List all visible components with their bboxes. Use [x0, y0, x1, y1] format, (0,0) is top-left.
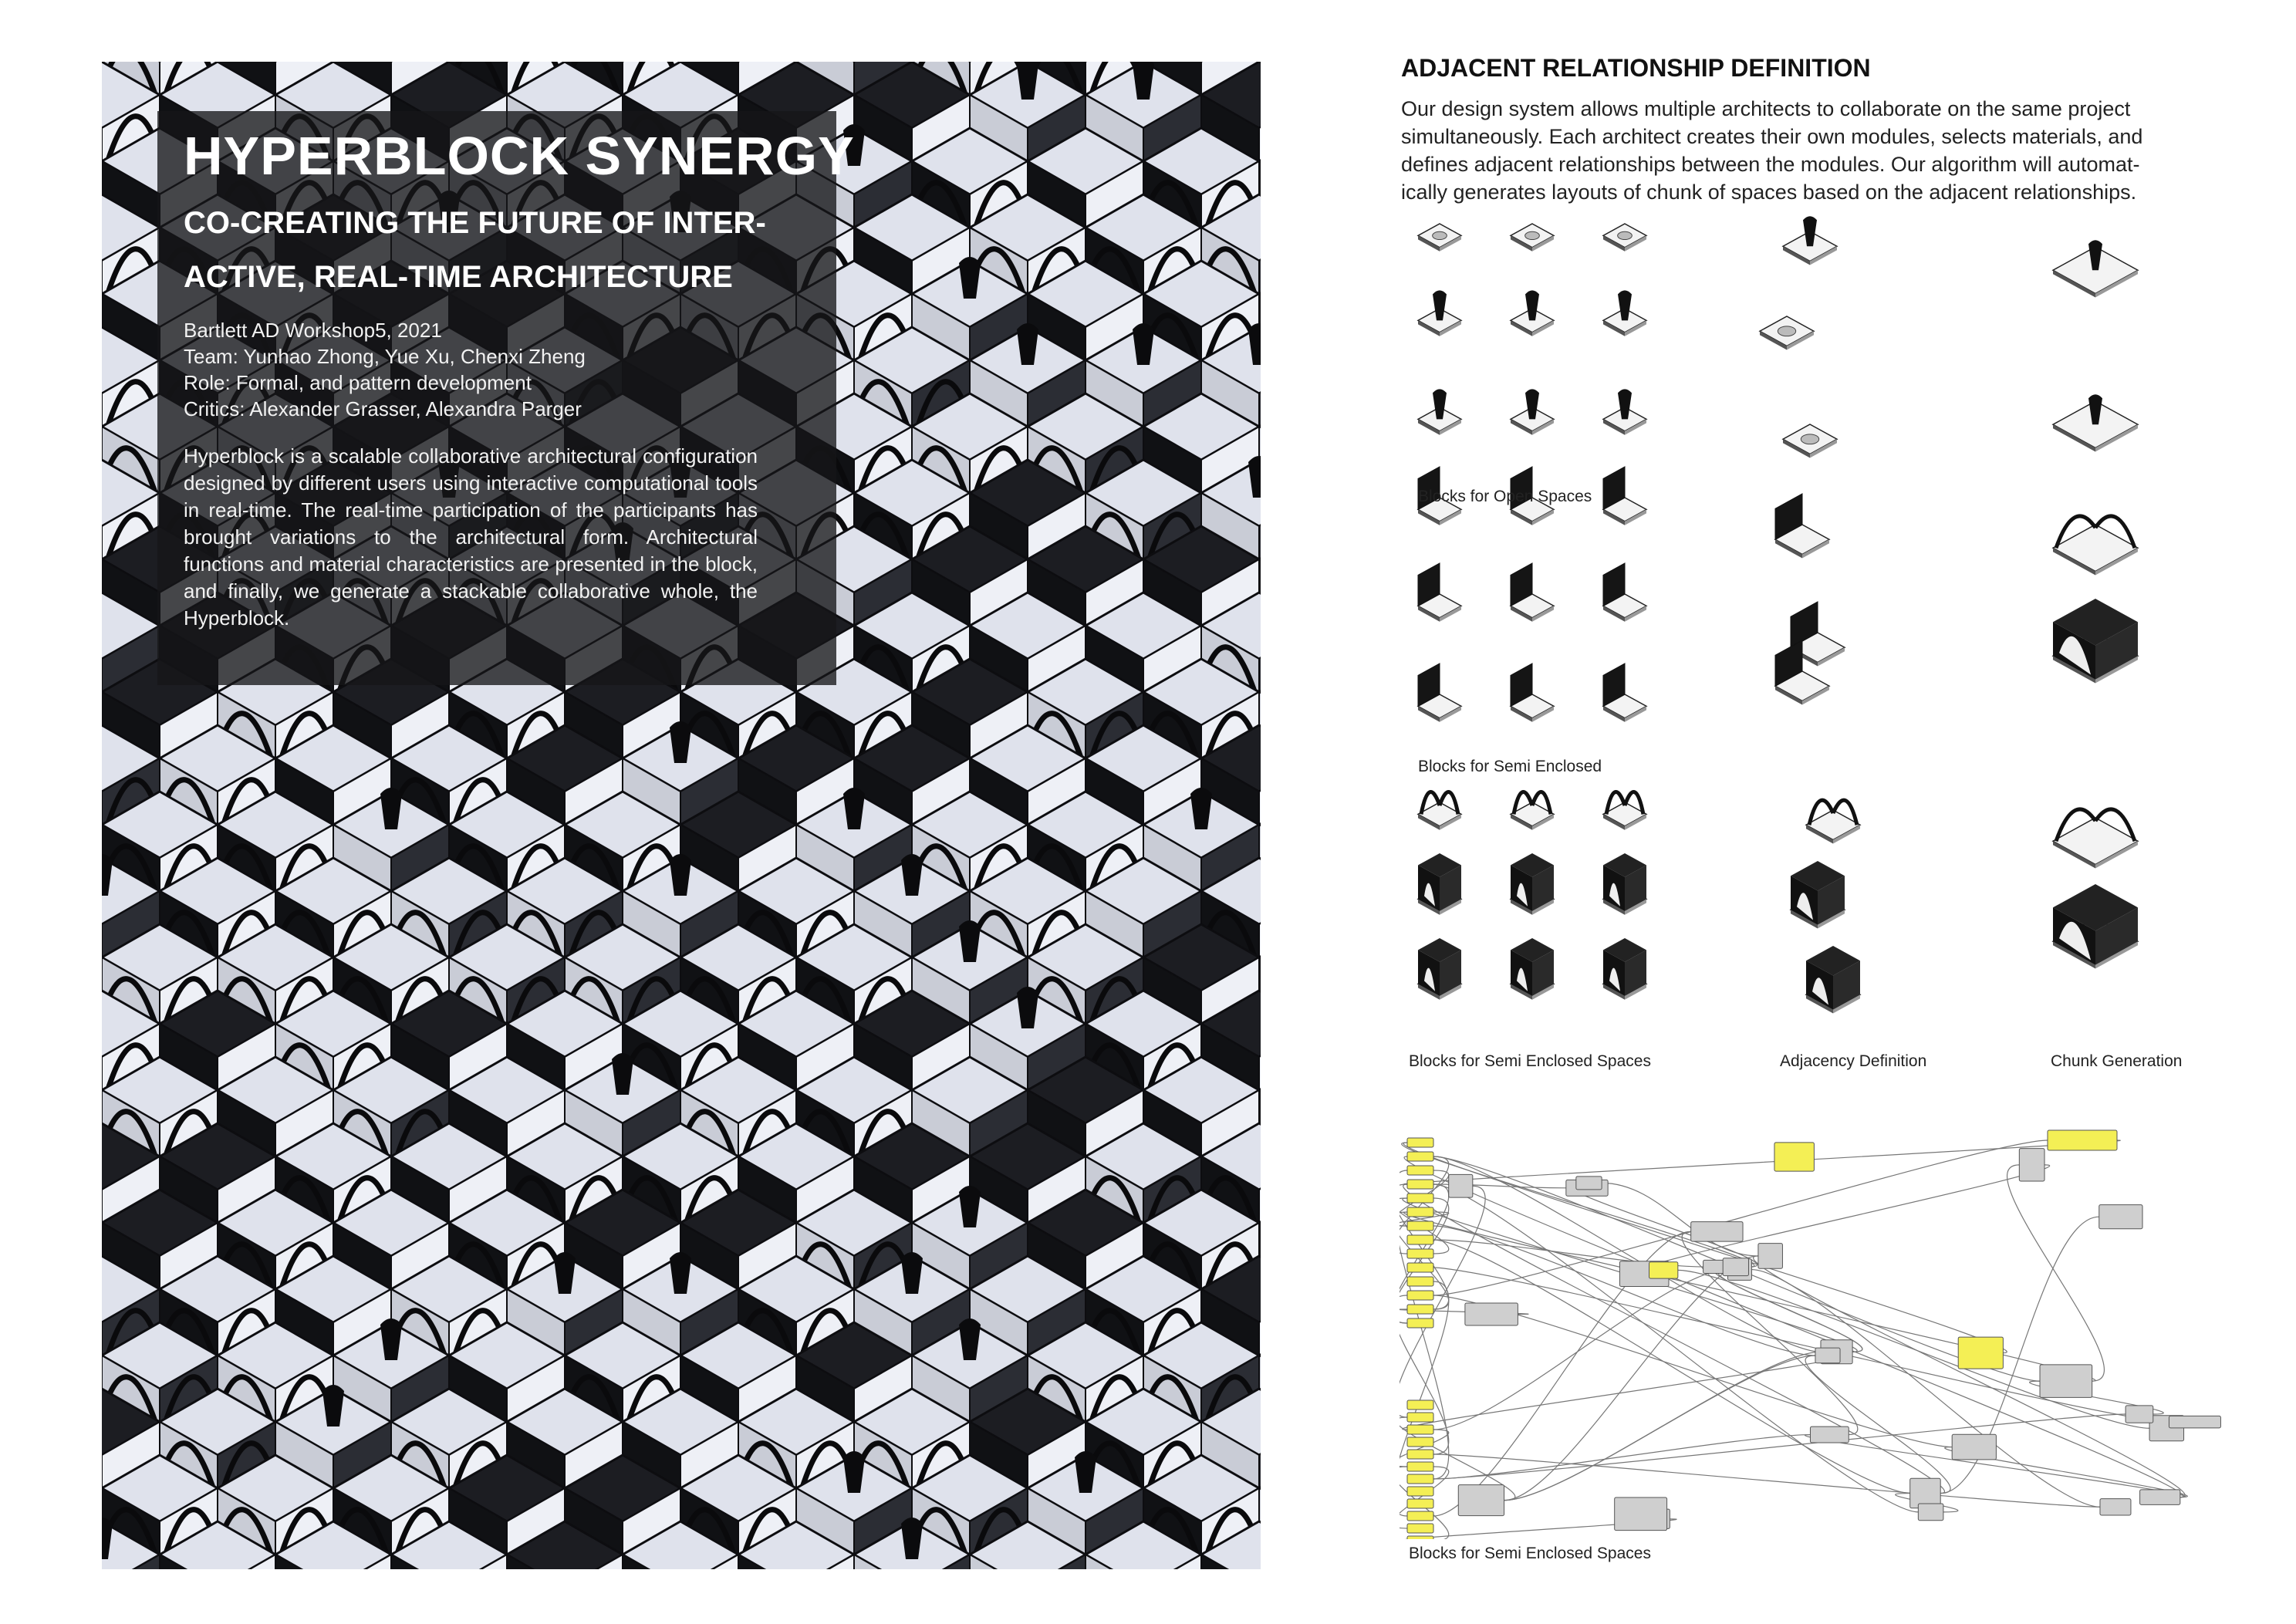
block-module-icon: [2053, 516, 2138, 576]
caption-semi-enclosed-spaces: Blocks for Semi Enclosed Spaces: [1409, 1052, 1651, 1070]
graph-node: [1407, 1413, 1433, 1422]
caption-chunk-generation: Chunk Generation: [2051, 1052, 2183, 1070]
block-module-icon: [1603, 389, 1646, 434]
graph-node: [1407, 1249, 1433, 1258]
section-heading: ADJACENT RELATIONSHIP DEFINITION: [1401, 54, 1871, 82]
block-module-icon: [1511, 853, 1554, 915]
block-module-icon: [1603, 563, 1646, 622]
block-module-icon: [1418, 224, 1461, 252]
node-graph-diagram: [1400, 1123, 2233, 1539]
graph-node: [1407, 1474, 1433, 1484]
block-module-icon: [1775, 494, 1829, 559]
graph-node: [1958, 1337, 2003, 1369]
block-module-icon: [1511, 663, 1554, 722]
graph-node: [1407, 1180, 1433, 1189]
block-module-icon: [1603, 467, 1646, 525]
block-module-icon: [1783, 216, 1837, 265]
graph-node: [2125, 1406, 2153, 1423]
graph-node: [2100, 1499, 2131, 1515]
block-module-icon: [1418, 853, 1461, 915]
block-module-icon: [1418, 938, 1461, 1000]
graph-node: [2099, 1205, 2142, 1229]
block-module-icon: [1760, 316, 1814, 350]
graph-wire: [1404, 1156, 2183, 1497]
graph-wire: [1403, 1356, 1845, 1430]
graph-node: [1458, 1485, 1504, 1516]
section-paragraph: [1401, 95, 2173, 206]
caption-node-graph: Blocks for Semi Enclosed Spaces: [1409, 1545, 1651, 1562]
block-module-icon: [1806, 800, 1860, 843]
block-module-icon: [1511, 563, 1554, 622]
paragraph-line: ically generates layouts of chunk of spaces based on the adjacent relationships.: [1401, 181, 2137, 204]
graph-node: [1918, 1504, 1943, 1521]
graph-node: [1407, 1437, 1433, 1447]
title-panel: [157, 111, 855, 685]
block-module-icon: [1603, 938, 1646, 1000]
poster-subtitle: [184, 196, 816, 304]
block-module-icon: [1418, 663, 1461, 722]
graph-wire: [1433, 1270, 1727, 1430]
block-module-icon: [2053, 884, 2138, 969]
graph-node: [1691, 1222, 1743, 1242]
graph-node: [1407, 1166, 1433, 1175]
graph-wire: [1504, 1352, 1821, 1500]
graph-node: [1407, 1207, 1433, 1217]
block-module-icon: [1603, 792, 1646, 829]
poster-image: [102, 62, 1261, 1569]
graph-node: [1407, 1425, 1433, 1434]
block-module-icon: [1418, 563, 1461, 622]
block-module-icon: [1418, 389, 1461, 434]
meta-critics: Critics: Alexander Grasser, Alexandra Parger: [184, 397, 582, 420]
graph-node: [1407, 1263, 1433, 1272]
graph-node: [1407, 1235, 1433, 1244]
graph-node: [1407, 1511, 1433, 1521]
graph-node: [1407, 1221, 1433, 1231]
graph-node: [1407, 1277, 1433, 1286]
block-module-icon: [1806, 946, 1860, 1014]
paragraph-line: Our design system allows multiple architects to collaborate on the same project: [1401, 97, 2131, 120]
graph-node: [1815, 1348, 1840, 1363]
graph-node: [2169, 1416, 2220, 1427]
graph-node: [1407, 1138, 1433, 1147]
graph-node: [1465, 1303, 1518, 1325]
graph-node: [1576, 1177, 1602, 1190]
graph-node: [1407, 1487, 1433, 1496]
graph-node: [1407, 1291, 1433, 1300]
graph-node: [1407, 1462, 1433, 1471]
graph-node: [1407, 1400, 1433, 1410]
graph-node: [1407, 1524, 1433, 1533]
block-module-icon: [2053, 394, 2138, 451]
block-module-icon: [2053, 809, 2138, 869]
block-module-icon: [1511, 290, 1554, 336]
graph-node: [2040, 1365, 2092, 1398]
graph-node: [1952, 1434, 1996, 1460]
graph-wire: [1433, 1414, 2125, 1479]
paragraph-line: simultaneously. Each architect creates their own modules, selects materials, and: [1401, 125, 2143, 148]
paragraph-line: defines adjacent relationships between the modules. Our algorithm will automat-: [1401, 153, 2140, 176]
subtitle-line-2: ACTIVE, REAL-TIME ARCHITECTURE: [184, 260, 733, 294]
block-module-icon: [1511, 938, 1554, 1000]
graph-wire: [1754, 1256, 2186, 1497]
graph-node: [1758, 1244, 1783, 1269]
meta-workshop: Bartlett AD Workshop5, 2021: [184, 319, 442, 342]
caption-semi-enclosed: Blocks for Semi Enclosed: [1418, 758, 1602, 775]
block-module-icon: [2053, 599, 2138, 684]
block-module-icon: [2053, 240, 2138, 297]
block-module-icon: [1783, 424, 1837, 458]
graph-node: [2019, 1149, 2044, 1181]
block-module-icon: [1603, 663, 1646, 722]
graph-wire: [1644, 1165, 2050, 1271]
block-module-icon: [1511, 792, 1554, 829]
block-module-icon: [1603, 853, 1646, 915]
block-module-icon: [1511, 224, 1554, 252]
poster-title: HYPERBLOCK SYNERGY: [184, 126, 855, 186]
graph-wire: [1433, 1454, 2100, 1507]
graph-wire: [1805, 1356, 1950, 1494]
project-meta: [184, 317, 816, 422]
graph-node: [2048, 1130, 2117, 1150]
meta-role: Role: Formal, and pattern development: [184, 371, 532, 394]
graph-node: [1810, 1426, 1849, 1443]
graph-node: [2140, 1490, 2180, 1504]
graph-node: [1723, 1258, 1748, 1276]
graph-node: [1407, 1152, 1433, 1161]
caption-adjacency-definition: Adjacency Definition: [1780, 1052, 1927, 1070]
graph-node: [1407, 1450, 1433, 1459]
block-module-icon: [1511, 389, 1554, 434]
graph-node: [1407, 1194, 1433, 1203]
caption-open-spaces: Blocks for Open Spaces: [1418, 488, 1592, 505]
graph-node: [1774, 1143, 1814, 1171]
block-module-icon: [1418, 792, 1461, 829]
graph-node: [1407, 1305, 1433, 1314]
block-diagrams: [1401, 216, 2203, 1026]
graph-node: [1615, 1497, 1667, 1531]
project-abstract: Hyperblock is a scalable collaborative architectural configuration designed by different users using interactive computational tools in real-time. The real-time participation of the participants has brought variations to the architectural form. Architectural functions and material characteristics are presented in the block, and finally, we generate a stackable collaborative whole, the Hyperblock.: [184, 444, 758, 630]
graph-node: [1407, 1318, 1433, 1328]
block-module-icon: [1418, 290, 1461, 336]
graph-node: [1407, 1536, 1433, 1539]
graph-node: [1649, 1262, 1678, 1278]
block-module-icon: [1603, 224, 1646, 252]
subtitle-line-1: CO-CREATING THE FUTURE OF INTER-: [184, 206, 766, 240]
block-module-icon: [1791, 861, 1845, 929]
graph-node: [1407, 1499, 1433, 1508]
block-module-icon: [1603, 290, 1646, 336]
meta-team: Team: Yunhao Zhong, Yue Xu, Chenxi Zheng: [184, 345, 586, 368]
graph-node: [1449, 1174, 1473, 1197]
